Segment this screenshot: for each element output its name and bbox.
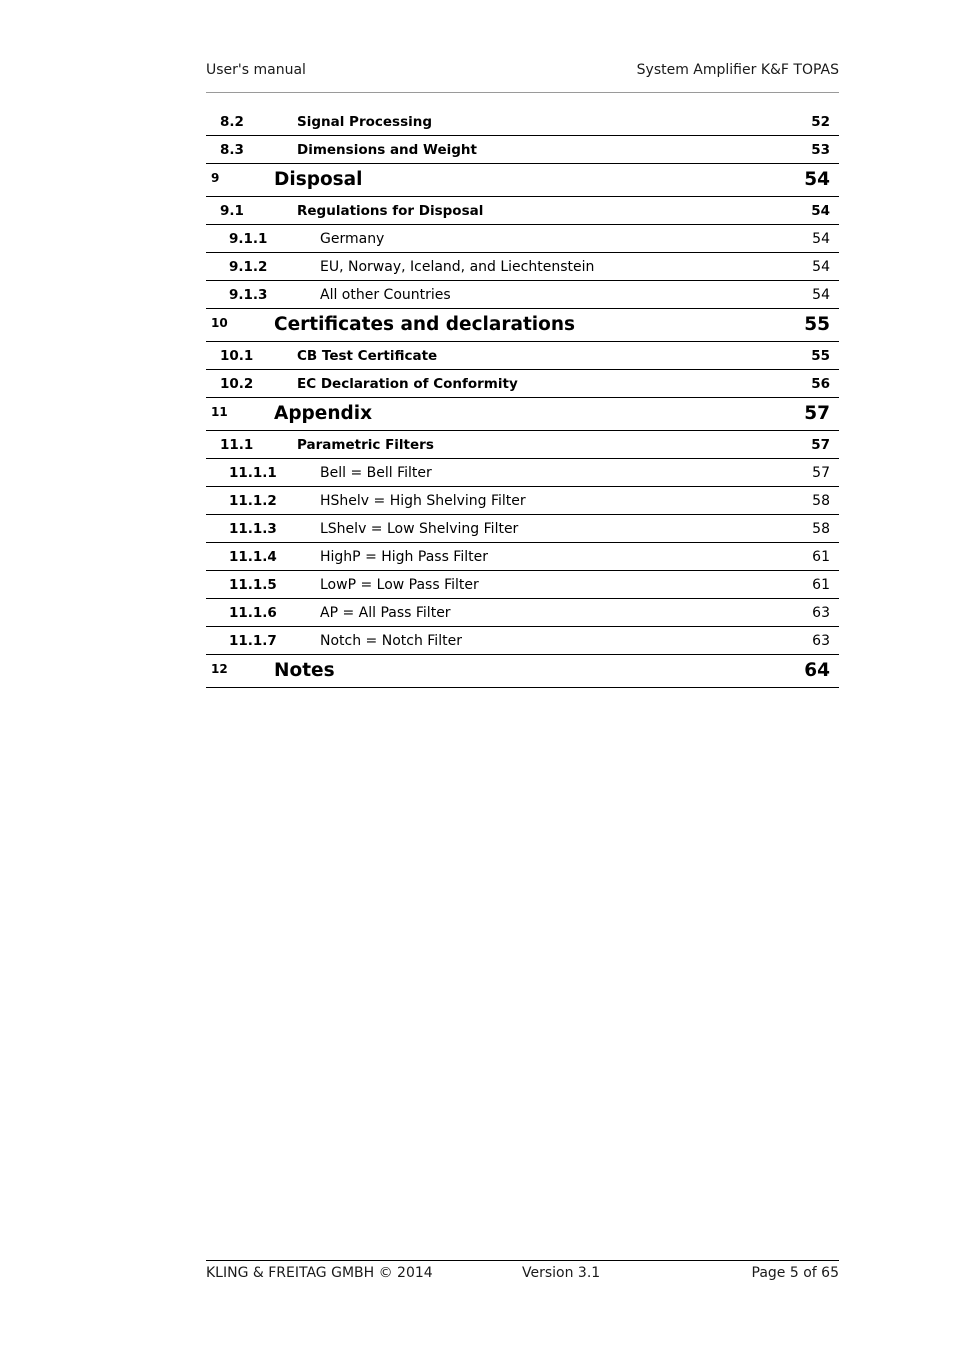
toc-entry-page: 58 [812, 493, 830, 509]
toc-entry-title[interactable]: LowP = Low Pass Filter [320, 577, 479, 593]
page-header [206, 58, 839, 93]
toc-entry-page: 54 [812, 259, 830, 275]
toc-entry-title[interactable]: Notch = Notch Filter [320, 633, 462, 649]
toc-entry-title[interactable]: All other Countries [320, 287, 451, 303]
toc-entry-number: 11 [211, 405, 228, 419]
toc-entry[interactable] [206, 370, 839, 398]
toc-entry-number: 10 [211, 316, 228, 330]
footer-copyright: KLING & FREITAG GMBH © 2014 [206, 1265, 433, 1281]
toc-entry-title[interactable]: Signal Processing [297, 114, 433, 130]
toc-entry-page: 63 [812, 633, 830, 649]
toc-entry[interactable] [206, 253, 839, 281]
toc-entry-number: 12 [211, 662, 228, 676]
toc-entry-title[interactable]: Disposal [274, 169, 363, 190]
toc-entry[interactable] [206, 108, 839, 136]
toc-entry-page: 56 [811, 376, 830, 392]
toc-entry-page: 61 [812, 577, 830, 593]
toc-entry-title[interactable]: Notes [274, 660, 335, 681]
toc-entry-number: 11.1.1 [229, 465, 277, 481]
toc-entry-number: 10.2 [220, 376, 254, 392]
toc-entry-number: 11.1.2 [229, 493, 277, 509]
toc-entry-page: 53 [811, 142, 830, 158]
toc-entry[interactable] [206, 627, 839, 655]
toc-entry[interactable] [206, 431, 839, 459]
header-doc-type: User's manual [206, 62, 306, 78]
toc-entry-page: 52 [811, 114, 830, 130]
toc-entry[interactable] [206, 342, 839, 370]
toc-entry-page: 54 [804, 169, 830, 190]
toc-entry-page: 54 [812, 287, 830, 303]
toc-entry-page: 57 [804, 403, 830, 424]
toc-entry[interactable] [206, 459, 839, 487]
toc-entry-title[interactable]: AP = All Pass Filter [320, 605, 451, 621]
toc-entry[interactable] [206, 164, 839, 197]
toc-entry-page: 57 [811, 437, 830, 453]
toc-entry-title[interactable]: EC Declaration of Conformity [297, 376, 518, 392]
toc-entry[interactable] [206, 281, 839, 309]
toc-entry[interactable] [206, 599, 839, 627]
toc-entry-page: 54 [812, 231, 830, 247]
toc-entry-title[interactable]: HighP = High Pass Filter [320, 549, 488, 565]
toc-entry-number: 9.1.3 [229, 287, 268, 303]
table-of-contents [206, 108, 839, 688]
toc-entry[interactable] [206, 515, 839, 543]
toc-entry-number: 11.1.6 [229, 605, 277, 621]
toc-entry-number: 9.1 [220, 203, 244, 219]
toc-entry-title[interactable]: Parametric Filters [297, 437, 434, 453]
toc-entry-number: 11.1.3 [229, 521, 277, 537]
footer-version: Version 3.1 [522, 1265, 601, 1281]
toc-entry[interactable] [206, 655, 839, 688]
footer-page-number: Page 5 of 65 [751, 1265, 839, 1281]
page-footer [206, 1260, 839, 1291]
toc-entry-number: 9.1.1 [229, 231, 268, 247]
toc-entry-number: 8.2 [220, 114, 244, 130]
toc-entry-title[interactable]: Appendix [274, 403, 373, 424]
toc-entry-page: 63 [812, 605, 830, 621]
toc-entry-page: 64 [804, 660, 830, 681]
toc-entry-title[interactable]: CB Test Certificate [297, 348, 438, 364]
toc-entry-number: 10.1 [220, 348, 254, 364]
toc-entry-number: 11.1.4 [229, 549, 277, 565]
toc-entry-number: 11.1.7 [229, 633, 277, 649]
toc-entry-page: 61 [812, 549, 830, 565]
toc-entry-title[interactable]: Germany [320, 231, 385, 247]
toc-entry[interactable] [206, 571, 839, 599]
toc-entry-title[interactable]: LShelv = Low Shelving Filter [320, 521, 519, 537]
toc-entry[interactable] [206, 487, 839, 515]
toc-entry-page: 57 [812, 465, 830, 481]
toc-entry[interactable] [206, 136, 839, 164]
toc-entry-title[interactable]: Bell = Bell Filter [320, 465, 432, 481]
toc-entry[interactable] [206, 225, 839, 253]
toc-entry-page: 58 [812, 521, 830, 537]
toc-entry-title[interactable]: Dimensions and Weight [297, 142, 477, 158]
toc-entry-number: 11.1.5 [229, 577, 277, 593]
toc-entry[interactable] [206, 398, 839, 431]
toc-entry[interactable] [206, 543, 839, 571]
toc-entry-title[interactable]: HShelv = High Shelving Filter [320, 493, 526, 509]
toc-entry-title[interactable]: Certificates and declarations [274, 314, 576, 335]
toc-entry-number: 11.1 [220, 437, 254, 453]
toc-entry[interactable] [206, 197, 839, 225]
toc-entry-page: 54 [811, 203, 830, 219]
toc-entry-number: 9.1.2 [229, 259, 268, 275]
toc-entry-page: 55 [811, 348, 830, 364]
toc-entry-title[interactable]: EU, Norway, Iceland, and Liechtenstein [320, 259, 595, 275]
header-product-name: System Amplifier K&F TOPAS [636, 62, 839, 78]
toc-entry-number: 8.3 [220, 142, 244, 158]
toc-entry-page: 55 [804, 314, 830, 335]
toc-entry-number: 9 [211, 171, 220, 185]
toc-entry[interactable] [206, 309, 839, 342]
toc-entry-title[interactable]: Regulations for Disposal [297, 203, 484, 219]
